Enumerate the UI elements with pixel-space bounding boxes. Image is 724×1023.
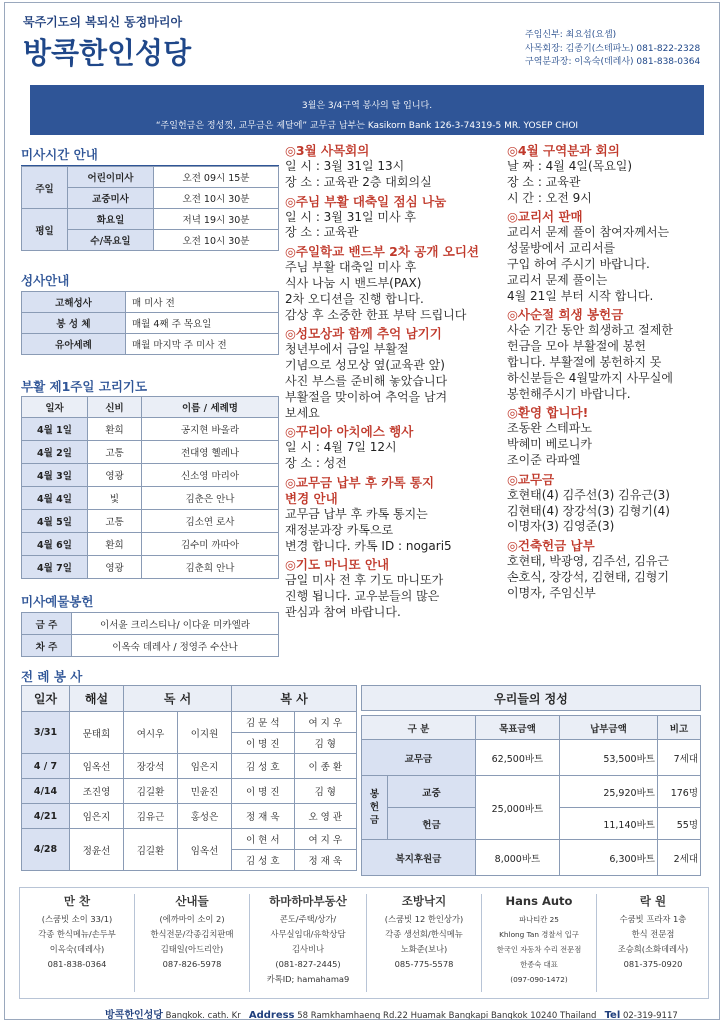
rosary-title: 부활 제1주일 고리기도 (21, 377, 279, 398)
rosary-mystery: 영광 (88, 556, 142, 579)
district-line: 구역분과장: 이옥숙(데레사) 081-838-0364 (525, 57, 701, 67)
liturgy-server: 오 영 관 (294, 804, 357, 829)
footer (105, 1006, 678, 1020)
liturgy-server: 김 형 (294, 779, 357, 804)
news-body: 조동완 스테파노 박혜미 베로니카 조이준 라파엘 (507, 421, 592, 467)
rosary-mystery: 고통 (88, 510, 142, 533)
ad-body: 수쿰빗 프라자 1층 한식 전문점 조승희(소화데레사) 081-375-0920 (617, 914, 689, 969)
news-item (285, 194, 507, 242)
rosary-person: 김춘은 안나 (142, 487, 279, 510)
parish-subtitle: 묵주기도의 복되신 동정마리아 (23, 15, 183, 29)
news-title: ◎교무금 납부 후 카톡 통지 변경 안내 (285, 474, 435, 506)
liturgy-server: 김 성 호 (232, 754, 295, 779)
ad-body: (에까마이 소이 2) 한식전문/각종김치판매 김태일(아드리안) 087-826-5978 (150, 914, 234, 969)
news-title: ◎성모상과 함께 추억 남기기 (285, 326, 442, 342)
news-item (507, 405, 711, 468)
mass-time: 오전 09시 15분 (154, 167, 279, 188)
rosary-person: 김수미 까따아 (142, 533, 279, 556)
rosary-person: 김소연 로사 (142, 510, 279, 533)
finance-bongheon-paid: 25,920바트 (559, 776, 657, 808)
news-item (507, 143, 711, 206)
liturgy-narrator: 임옥선 (70, 754, 124, 779)
finance-bongheon-target: 25,000바트 (475, 776, 559, 840)
finance-gyomu-note: 7세대 (657, 740, 700, 776)
ad-name: 조방낙지 (401, 894, 447, 908)
rosary-date: 4월 3일 (22, 464, 88, 487)
liturgy-server: 김 성 호 (232, 850, 295, 871)
finance-header-target: 목표금액 (475, 716, 559, 740)
footer-tel: 02-319-9117 (622, 1011, 678, 1020)
news-title: ◎사순절 희생 봉헌금 (507, 307, 624, 323)
liturgy-table (21, 685, 357, 871)
liturgy-server: 이 현 서 (232, 829, 295, 850)
rosary-header-mystery: 신비 (88, 397, 142, 418)
notice-banner (30, 85, 704, 135)
liturgy-header-reading: 독 서 (124, 686, 232, 712)
ad-body: (스쿰빗 소이 33/1) 각종 한식메뉴/손두부 이옥숙(데레사) 081-838-0364 (38, 914, 116, 969)
finance-gyomu-label: 교무금 (362, 740, 476, 776)
liturgy-date: 4/21 (22, 804, 70, 829)
sacrament-desc: 매월 4째 주 목요일 (126, 313, 279, 334)
news-item (285, 557, 507, 620)
staff-info (525, 29, 700, 70)
rosary-date: 4월 6일 (22, 533, 88, 556)
rosary-mystery: 빛 (88, 487, 142, 510)
offering-value: 이서윤 크리스티나/ 이다윤 미카엘라 (72, 613, 279, 635)
news-body: 일 시 : 3월 31일 미사 후 장 소 : 교육관 (285, 209, 416, 240)
rosary-mystery: 영광 (88, 464, 142, 487)
rosary-date: 4월 4일 (22, 487, 88, 510)
finance-bongheon-paid: 11,140바트 (559, 808, 657, 840)
finance-bongheon-note: 55명 (657, 808, 700, 840)
rosary-person: 공지현 바올라 (142, 418, 279, 441)
ad-body: 콘도/주택/상가/ 사무실임대/유학상담 김사비나 (081-827-2445) 카톡ID; hamahama9 (266, 914, 350, 984)
liturgy-date: 3/31 (22, 712, 70, 754)
sponsor-ads (19, 887, 709, 999)
sacrament-name: 고해성사 (22, 292, 126, 313)
liturgy-narrator: 조진영 (70, 779, 124, 804)
sacrament-desc: 매 미사 전 (126, 292, 279, 313)
news-item (285, 143, 507, 191)
ad-name: 하마하마부동산 (269, 894, 347, 908)
finance-gyomu-target: 62,500바트 (475, 740, 559, 776)
news-item (285, 475, 507, 554)
news-title: ◎환영 합니다! (507, 405, 589, 421)
ad-block (20, 888, 134, 1000)
liturgy-reader: 이지원 (178, 712, 232, 754)
liturgy-reader: 홍성은 (178, 804, 232, 829)
liturgy-server: 여 지 우 (294, 829, 357, 850)
footer-address-label: Address (248, 1010, 295, 1020)
mass-name: 수/목요일 (68, 230, 154, 251)
news-body: 호현태, 박광영, 김주선, 김유근 손호식, 장강석, 김현태, 김형기 이명자, 주임신부 (507, 554, 669, 600)
liturgy-server: 정 재 욱 (294, 850, 357, 871)
finance-bongheon-sub: 헌금 (388, 808, 476, 840)
offering-label: 차 주 (22, 635, 72, 657)
liturgy-date: 4 / 7 (22, 754, 70, 779)
finance-header-type: 구 분 (362, 716, 476, 740)
liturgy-header-narration: 해설 (70, 686, 124, 712)
mass-time: 저녁 19시 30분 (154, 209, 279, 230)
news-title: ◎교리서 판매 (507, 209, 583, 225)
liturgy-server: 이 종 환 (294, 754, 357, 779)
news-title: ◎주일학교 밴드부 2차 공개 오디션 (285, 244, 479, 260)
liturgy-header-date: 일자 (22, 686, 70, 712)
liturgy-reader: 여시우 (124, 712, 178, 754)
finance-bongheon-label: 봉 헌 금 (362, 776, 388, 840)
finance-welfare-note: 2세대 (657, 840, 700, 876)
mass-times-title: 미사시간 안내 (21, 145, 279, 166)
news-item (285, 326, 507, 421)
liturgy-server: 김 형 (294, 733, 357, 754)
news-item (507, 538, 711, 601)
news-body: 금일 미사 전 후 기도 마니또가 진행 됩니다. 교우분들의 많은 관심과 참여 바랍니다. (285, 573, 444, 619)
liturgy-server: 이 명 진 (232, 733, 295, 754)
rosary-header-name: 이름 / 세례명 (142, 397, 279, 418)
ad-name: 만 찬 (63, 894, 91, 908)
rosary-date: 4월 1일 (22, 418, 88, 441)
finance-gyomu-paid: 53,500바트 (559, 740, 657, 776)
liturgy-server: 김 문 석 (232, 712, 295, 733)
rosary-mystery: 환희 (88, 533, 142, 556)
news-body: 청년부에서 금일 부활절 기념으로 성모상 옆(교육관 앞) 사진 부스를 준비해 놓았습니다 부활절을 맞이하여 추억을 남겨 보세요 (285, 342, 448, 420)
news-title: ◎3월 사목회의 (285, 143, 370, 158)
finance-header-paid: 납부금액 (559, 716, 657, 740)
rosary-header-date: 일자 (22, 397, 88, 418)
liturgy-date: 4/28 (22, 829, 70, 871)
news-right-column (507, 143, 711, 605)
news-body: 일 시 : 3월 31일 13시 장 소 : 교육관 2층 대회의실 (285, 159, 432, 189)
group-sunday: 주일 (22, 167, 68, 209)
news-title: ◎4월 구역분과 회의 (507, 143, 620, 158)
mass-name: 교중미사 (68, 188, 154, 209)
finance-table (361, 715, 701, 876)
finance-bongheon-sub: 교중 (388, 776, 476, 808)
finance-header-note: 비고 (657, 716, 700, 740)
news-body: 일 시 : 4월 7일 12시 장 소 : 성전 (285, 440, 397, 471)
news-body: 사순 기간 동안 희생하고 절제한 헌금을 모아 부활절에 봉헌 합니다. 부활절에 봉헌하지 못 하신분들은 4월말까지 사무실에 봉헌해주시기 바랍니다. (507, 323, 673, 401)
sacrament-name: 유아세례 (22, 334, 126, 355)
liturgy-narrator: 문태희 (70, 712, 124, 754)
liturgy-reader: 김길환 (124, 829, 178, 871)
council-line: 사목회장: 김종기(스테파노) 081-822-2328 (525, 43, 701, 54)
offering-label: 금 주 (22, 613, 72, 635)
news-item (507, 472, 711, 535)
ad-block (135, 888, 249, 1000)
ad-name: 락 원 (639, 894, 667, 908)
rosary-person: 김춘희 안나 (142, 556, 279, 579)
parish-title: 방콕한인성당 (23, 36, 192, 70)
rosary-table (21, 396, 279, 579)
group-weekday: 평일 (22, 209, 68, 251)
news-title: ◎주님 부활 대축일 점심 나눔 (285, 193, 447, 209)
liturgy-reader: 김유근 (124, 804, 178, 829)
news-item (507, 209, 711, 304)
sacrament-name: 봉 성 체 (22, 313, 126, 334)
footer-name: 방콕한인성당 (105, 1010, 163, 1020)
ad-block (597, 888, 709, 1000)
mass-name: 화요일 (68, 209, 154, 230)
rosary-date: 4월 5일 (22, 510, 88, 533)
ad-name: 산내들 (175, 894, 209, 908)
news-body: 교무금 납부 후 카톡 통지는 재정분과장 카톡으로 변경 합니다. 카톡 ID : nogari5 (285, 506, 452, 553)
sacraments-title: 성사안내 (21, 271, 279, 292)
liturgy-reader: 장강석 (124, 754, 178, 779)
mass-times-table (21, 166, 279, 251)
bulletin-page (4, 2, 720, 1020)
news-body: 호현태(4) 김주선(3) 김유근(3) 김현태(4) 장강석(3) 김형기(4) 이명자(3) 김영준(3) (507, 487, 670, 534)
news-title: ◎건축헌금 납부 (507, 538, 595, 554)
news-item (285, 244, 507, 323)
ad-body: (스쿰빗 12 한인상가) 각종 생선회/한식메뉴 노화준(보나) 085-775-5578 (384, 914, 464, 969)
liturgy-reader: 민윤진 (178, 779, 232, 804)
liturgy-header-server: 복 사 (232, 686, 357, 712)
mass-time: 오전 10시 30분 (154, 230, 279, 251)
footer-eng: Bangkok. cath. Kr (165, 1011, 241, 1020)
liturgy-server: 이 명 진 (232, 779, 295, 804)
liturgy-reader: 임은지 (178, 754, 232, 779)
news-item (507, 307, 711, 402)
ad-block (367, 888, 481, 1000)
sacraments-table (21, 291, 279, 355)
rosary-person: 신소영 마리아 (142, 464, 279, 487)
notice-line-1: 3월은 3/4구역 봉사의 달 입니다. (301, 101, 433, 111)
liturgy-server: 여 지 우 (294, 712, 357, 733)
ad-block (482, 888, 596, 1000)
liturgy-title: 전 례 봉 사 (21, 669, 83, 684)
mass-time: 오전 10시 30분 (154, 188, 279, 209)
news-middle-column (285, 143, 507, 624)
finance-title: 우리들의 정성 (361, 685, 701, 711)
liturgy-reader: 김길환 (124, 779, 178, 804)
offering-value: 이옥숙 데레사 / 정영주 수산나 (72, 635, 279, 657)
ad-name: Hans Auto (505, 894, 573, 908)
liturgy-narrator: 정윤선 (70, 829, 124, 871)
news-body: 주님 부활 대축일 미사 후 식사 나눔 시 밴드부(PAX) 2차 오디션을 진행 합니다. 감상 후 소중한 한표 부탁 드립니다 (285, 260, 467, 322)
rosary-date: 4월 7일 (22, 556, 88, 579)
news-body: 날 짜 : 4월 4일(목요일) 장 소 : 교육관 시 간 : 오전 9시 (507, 159, 633, 205)
finance-welfare-label: 복지후원금 (362, 840, 476, 876)
rosary-mystery: 고통 (88, 441, 142, 464)
footer-address: 58 Ramkhamhaeng Rd.22 Huamak Bangkapi Bangkok 10240 Thailand (297, 1011, 597, 1020)
finance-welfare-paid: 6,300바트 (559, 840, 657, 876)
liturgy-server: 정 재 욱 (232, 804, 295, 829)
ad-block (250, 888, 366, 1000)
notice-line-2: “주일헌금은 정성껏, 교무금은 제달에” 교무금 납부는 Kasikorn Bank 126-3-74319-5 MR. YOSEP CHOI (155, 121, 579, 131)
sacrament-desc: 매월 마지막 주 미사 전 (126, 334, 279, 355)
finance-bongheon-note: 176명 (657, 776, 700, 808)
finance-welfare-target: 8,000바트 (475, 840, 559, 876)
liturgy-narrator: 임은지 (70, 804, 124, 829)
offering-title: 미사예물봉헌 (21, 592, 279, 613)
news-body: 교리서 문제 풀이 참여자께서는 성물방에서 교리서를 구입 하여 주시기 바랍니다. 교리서 문제 풀이는 4월 21일 부터 시작 합니다. (507, 225, 670, 303)
rosary-person: 전대영 헬레나 (142, 441, 279, 464)
ad-body: 파나티칸 25 Khlong Tan 경찰서 입구 한국인 자동차 수리 전문점 한종숙 대표 (097-090-1472) (496, 915, 582, 984)
rosary-date: 4월 2일 (22, 441, 88, 464)
mass-name: 어린이미사 (68, 167, 154, 188)
news-title: ◎기도 마니또 안내 (285, 557, 390, 573)
news-title: ◎꾸리아 아치에스 행사 (285, 424, 414, 440)
news-title: ◎교무금 (507, 471, 555, 487)
news-item (285, 424, 507, 472)
pastor-line: 주임신부: 최요섭(요셉) (525, 30, 617, 40)
liturgy-date: 4/14 (22, 779, 70, 804)
offering-table (21, 612, 279, 657)
rosary-mystery: 환희 (88, 418, 142, 441)
footer-tel-label: Tel (604, 1010, 621, 1020)
liturgy-reader: 임옥선 (178, 829, 232, 871)
